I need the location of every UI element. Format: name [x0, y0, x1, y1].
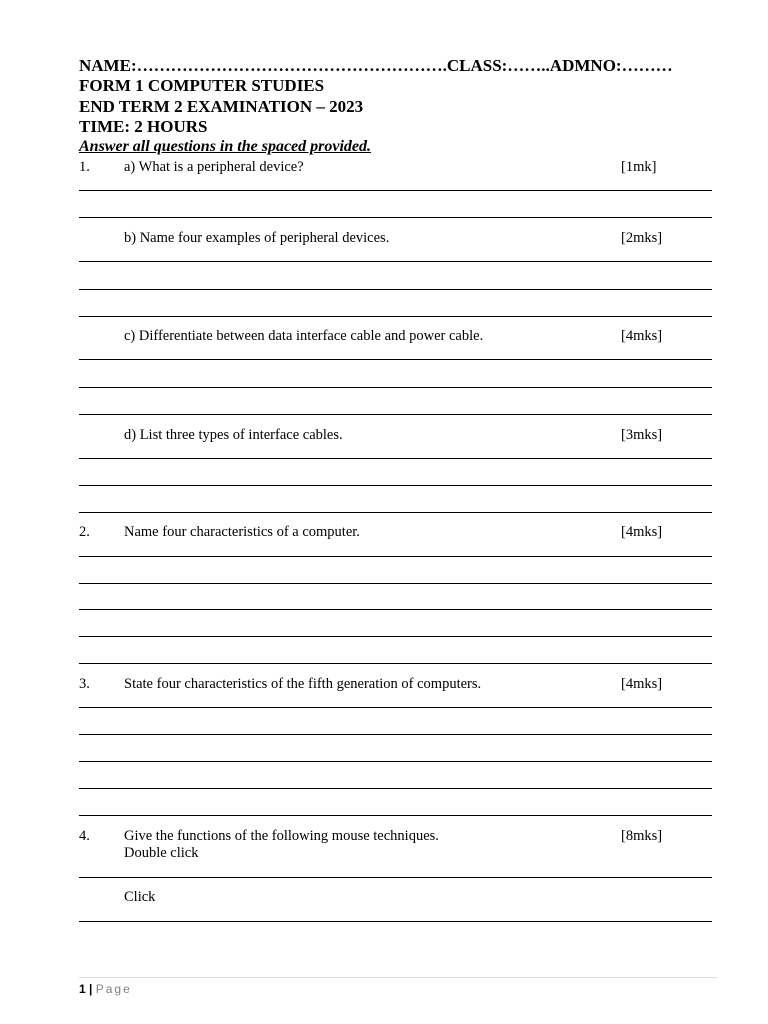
- instructions: Answer all questions in the spaced provided.: [79, 138, 372, 155]
- sub-item-click: Click: [124, 889, 156, 905]
- question-text: State four characteristics of the fifth generation of computers.: [124, 676, 482, 692]
- exam-title: END TERM 2 EXAMINATION – 2023: [79, 97, 364, 116]
- question-number: 3.: [79, 676, 90, 692]
- page-number: 1: [79, 982, 86, 996]
- exam-time: TIME: 2 HOURS: [79, 117, 208, 136]
- answer-line[interactable]: [79, 261, 712, 262]
- question-marks: [4mks]: [621, 524, 663, 540]
- question-text: d) List three types of interface cables.: [124, 427, 343, 443]
- page-label: Page: [95, 982, 132, 996]
- answer-line[interactable]: [79, 359, 712, 360]
- question-text: Name four characteristics of a computer.: [124, 524, 360, 540]
- answer-line[interactable]: [79, 289, 712, 290]
- sub-item-double-click: Double click: [124, 845, 199, 861]
- answer-line[interactable]: [79, 815, 712, 816]
- question-marks: [8mks]: [621, 828, 663, 844]
- answer-line[interactable]: [79, 609, 712, 610]
- answer-line[interactable]: [79, 387, 712, 388]
- footer-separator: |: [89, 982, 93, 996]
- question-marks: [4mks]: [621, 328, 663, 344]
- answer-line[interactable]: [79, 734, 712, 735]
- question-marks: [3mks]: [621, 427, 663, 443]
- question-marks: [4mks]: [621, 676, 663, 692]
- name-class-admno-line: NAME:……………………………………………….CLASS:……..ADMNO:………: [79, 56, 673, 75]
- question-marks: [1mk]: [621, 159, 657, 175]
- answer-line[interactable]: [79, 663, 712, 664]
- answer-line[interactable]: [79, 414, 712, 415]
- subject-title: FORM 1 COMPUTER STUDIES: [79, 76, 325, 95]
- question-text: a) What is a peripheral device?: [124, 159, 304, 175]
- answer-line[interactable]: [79, 458, 712, 459]
- question-number: 1.: [79, 159, 90, 175]
- answer-line[interactable]: [79, 556, 712, 557]
- question-marks: [2mks]: [621, 230, 663, 246]
- answer-line[interactable]: [79, 583, 712, 584]
- question-text: b) Name four examples of peripheral devices.: [124, 230, 390, 246]
- answer-line[interactable]: [79, 485, 712, 486]
- question-text: c) Differentiate between data interface cable and power cable.: [124, 328, 484, 344]
- answer-line[interactable]: [79, 636, 712, 637]
- question-text: Give the functions of the following mouse techniques.: [124, 828, 439, 844]
- page-footer: [79, 981, 132, 997]
- answer-line[interactable]: [79, 921, 712, 922]
- footer-divider: [79, 977, 717, 978]
- answer-line[interactable]: [79, 761, 712, 762]
- answer-line[interactable]: [79, 190, 712, 191]
- answer-line[interactable]: [79, 877, 712, 878]
- answer-line[interactable]: [79, 707, 712, 708]
- question-number: 2.: [79, 524, 90, 540]
- answer-line[interactable]: [79, 217, 712, 218]
- answer-line[interactable]: [79, 512, 712, 513]
- question-number: 4.: [79, 828, 90, 844]
- answer-line[interactable]: [79, 788, 712, 789]
- answer-line[interactable]: [79, 316, 712, 317]
